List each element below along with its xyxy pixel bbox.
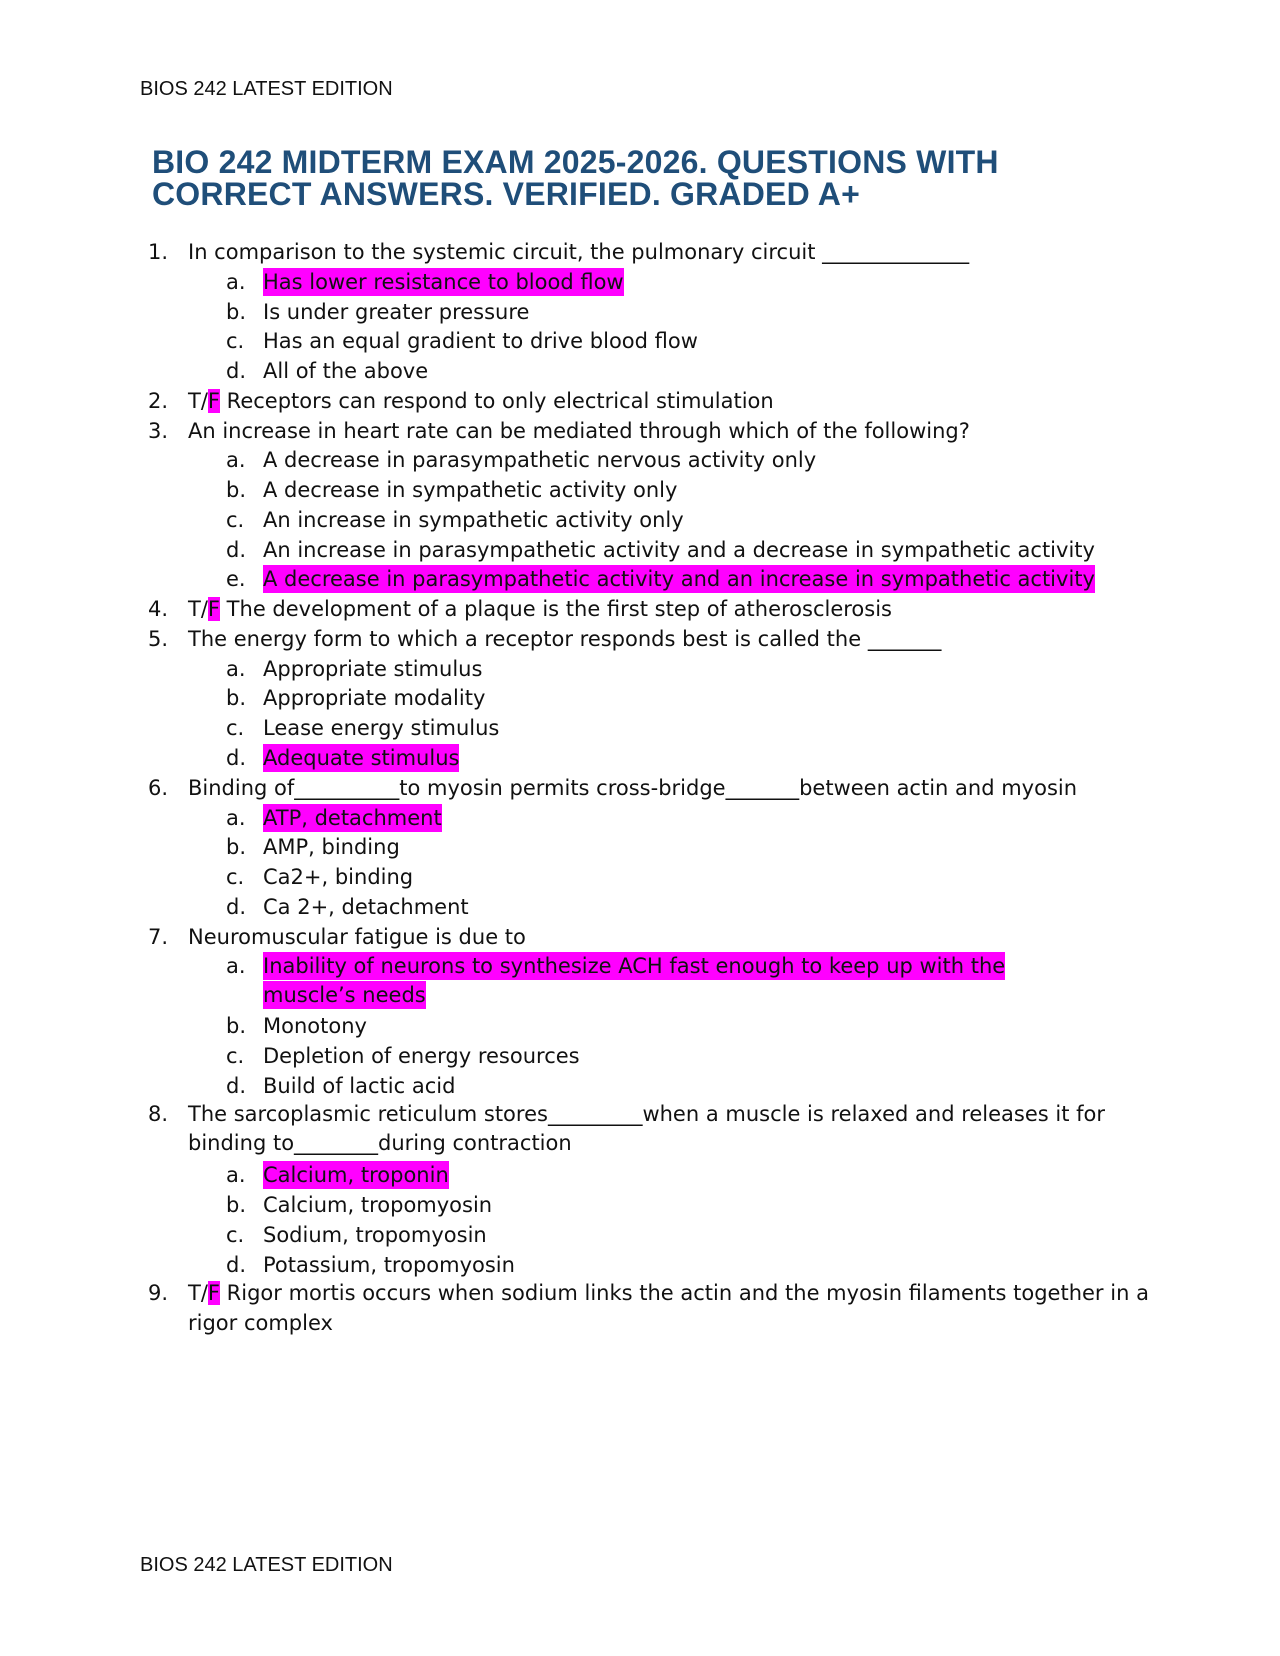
option-letter: d. [226,359,247,383]
question-number: 4. [148,597,169,621]
option-letter: c. [226,716,245,740]
tf-answer: F [207,389,220,413]
option-letter: a. [226,806,246,830]
question-text [188,1279,1149,1307]
correct-answer: Inability of neurons to synthesize ACH fast enough to keep up with the [263,954,1006,978]
question-number: 6. [148,776,169,800]
option-letter: b. [226,1014,247,1038]
correct-answer: ATP, detachment [263,806,442,830]
title-line-2: CORRECT ANSWERS. VERIFIED. GRADED A+ [152,176,860,212]
option-text: A decrease in parasympathetic nervous activity only [263,448,817,472]
option-letter: b. [226,835,247,859]
tf-answer: F [207,1281,220,1305]
question-number: 7. [148,925,169,949]
option-letter: d. [226,1253,247,1277]
correct-answer: Has lower resistance to blood flow [263,270,624,294]
option-letter: b. [226,300,247,324]
correct-answer: A decrease in parasympathetic activity and an increase in sympathetic activity [263,567,1095,591]
question-number: 1. [148,240,169,264]
option-text: Calcium, tropomyosin [263,1193,493,1217]
question-text [188,387,774,415]
question-number: 8. [148,1102,169,1126]
question-text-continued: rigor complex [188,1311,333,1335]
page-footer: BIOS 242 LATEST EDITION [140,1554,393,1576]
option-letter: d. [226,538,247,562]
option-letter: c. [226,1223,245,1247]
option-letter: d. [226,746,247,770]
option-letter: a. [226,1163,246,1187]
option-text: Appropriate stimulus [263,657,483,681]
tf-prefix: T/ [188,597,208,621]
option-text: Has an equal gradient to drive blood flow [263,329,698,353]
correct-answer-continued: muscle’s needs [263,983,426,1007]
question-text: An increase in heart rate can be mediated through which of the following? [188,419,970,443]
question-text: Neuromuscular fatigue is due to [188,925,526,949]
option-text: Ca 2+, detachment [263,895,469,919]
option-text: Build of lactic acid [263,1074,456,1098]
option-text: Ca2+, binding [263,865,414,889]
question-text: Binding of__________to myosin permits cross-bridge_______between actin and myosin [188,776,1078,800]
option-text: Lease energy stimulus [263,716,500,740]
tf-prefix: T/ [188,389,208,413]
tf-answer: F [207,597,220,621]
option-text: AMP, binding [263,835,400,859]
correct-answer: Calcium, troponin [263,1163,449,1187]
option-text: Depletion of energy resources [263,1044,580,1068]
option-letter: a. [226,954,246,978]
option-letter: a. [226,448,246,472]
option-letter: e. [226,567,246,591]
question-number: 2. [148,389,169,413]
page-header: BIOS 242 LATEST EDITION [140,78,393,100]
option-letter: c. [226,508,245,532]
question-text: The sarcoplasmic reticulum stores_________when a muscle is relaxed and releases it for [188,1102,1106,1126]
option-text: An increase in sympathetic activity only [263,508,684,532]
option-text: Sodium, tropomyosin [263,1223,487,1247]
question-number: 5. [148,627,169,651]
option-letter: c. [226,1044,245,1068]
option-letter: d. [226,895,247,919]
option-letter: d. [226,1074,247,1098]
option-letter: b. [226,686,247,710]
option-letter: a. [226,657,246,681]
question-text-continued: binding to________during contraction [188,1131,572,1155]
option-text: A decrease in sympathetic activity only [263,478,678,502]
document-title [152,146,1152,210]
option-letter: b. [226,478,247,502]
option-text: Appropriate modality [263,686,486,710]
tf-statement: Receptors can respond to only electrical stimulation [220,389,774,413]
tf-prefix: T/ [188,1281,208,1305]
option-text: Is under greater pressure [263,300,530,324]
question-number: 9. [148,1281,169,1305]
correct-answer: Adequate stimulus [263,746,460,770]
option-text: Monotony [263,1014,367,1038]
question-text: In comparison to the systemic circuit, the pulmonary circuit ______________ [188,240,970,264]
option-letter: c. [226,329,245,353]
option-letter: c. [226,865,245,889]
option-text: An increase in parasympathetic activity and a decrease in sympathetic activity [263,538,1095,562]
option-letter: b. [226,1193,247,1217]
option-text: Potassium, tropomyosin [263,1253,515,1277]
option-text: All of the above [263,359,429,383]
option-letter: a. [226,270,246,294]
tf-statement: The development of a plaque is the first step of atherosclerosis [220,597,892,621]
question-number: 3. [148,419,169,443]
title-line-1: BIO 242 MIDTERM EXAM 2025-2026. QUESTIONS WITH [152,144,999,180]
question-text [188,595,892,623]
question-text: The energy form to which a receptor responds best is called the _______ [188,627,942,651]
tf-statement: Rigor mortis occurs when sodium links the actin and the myosin filaments together in a [220,1281,1149,1305]
